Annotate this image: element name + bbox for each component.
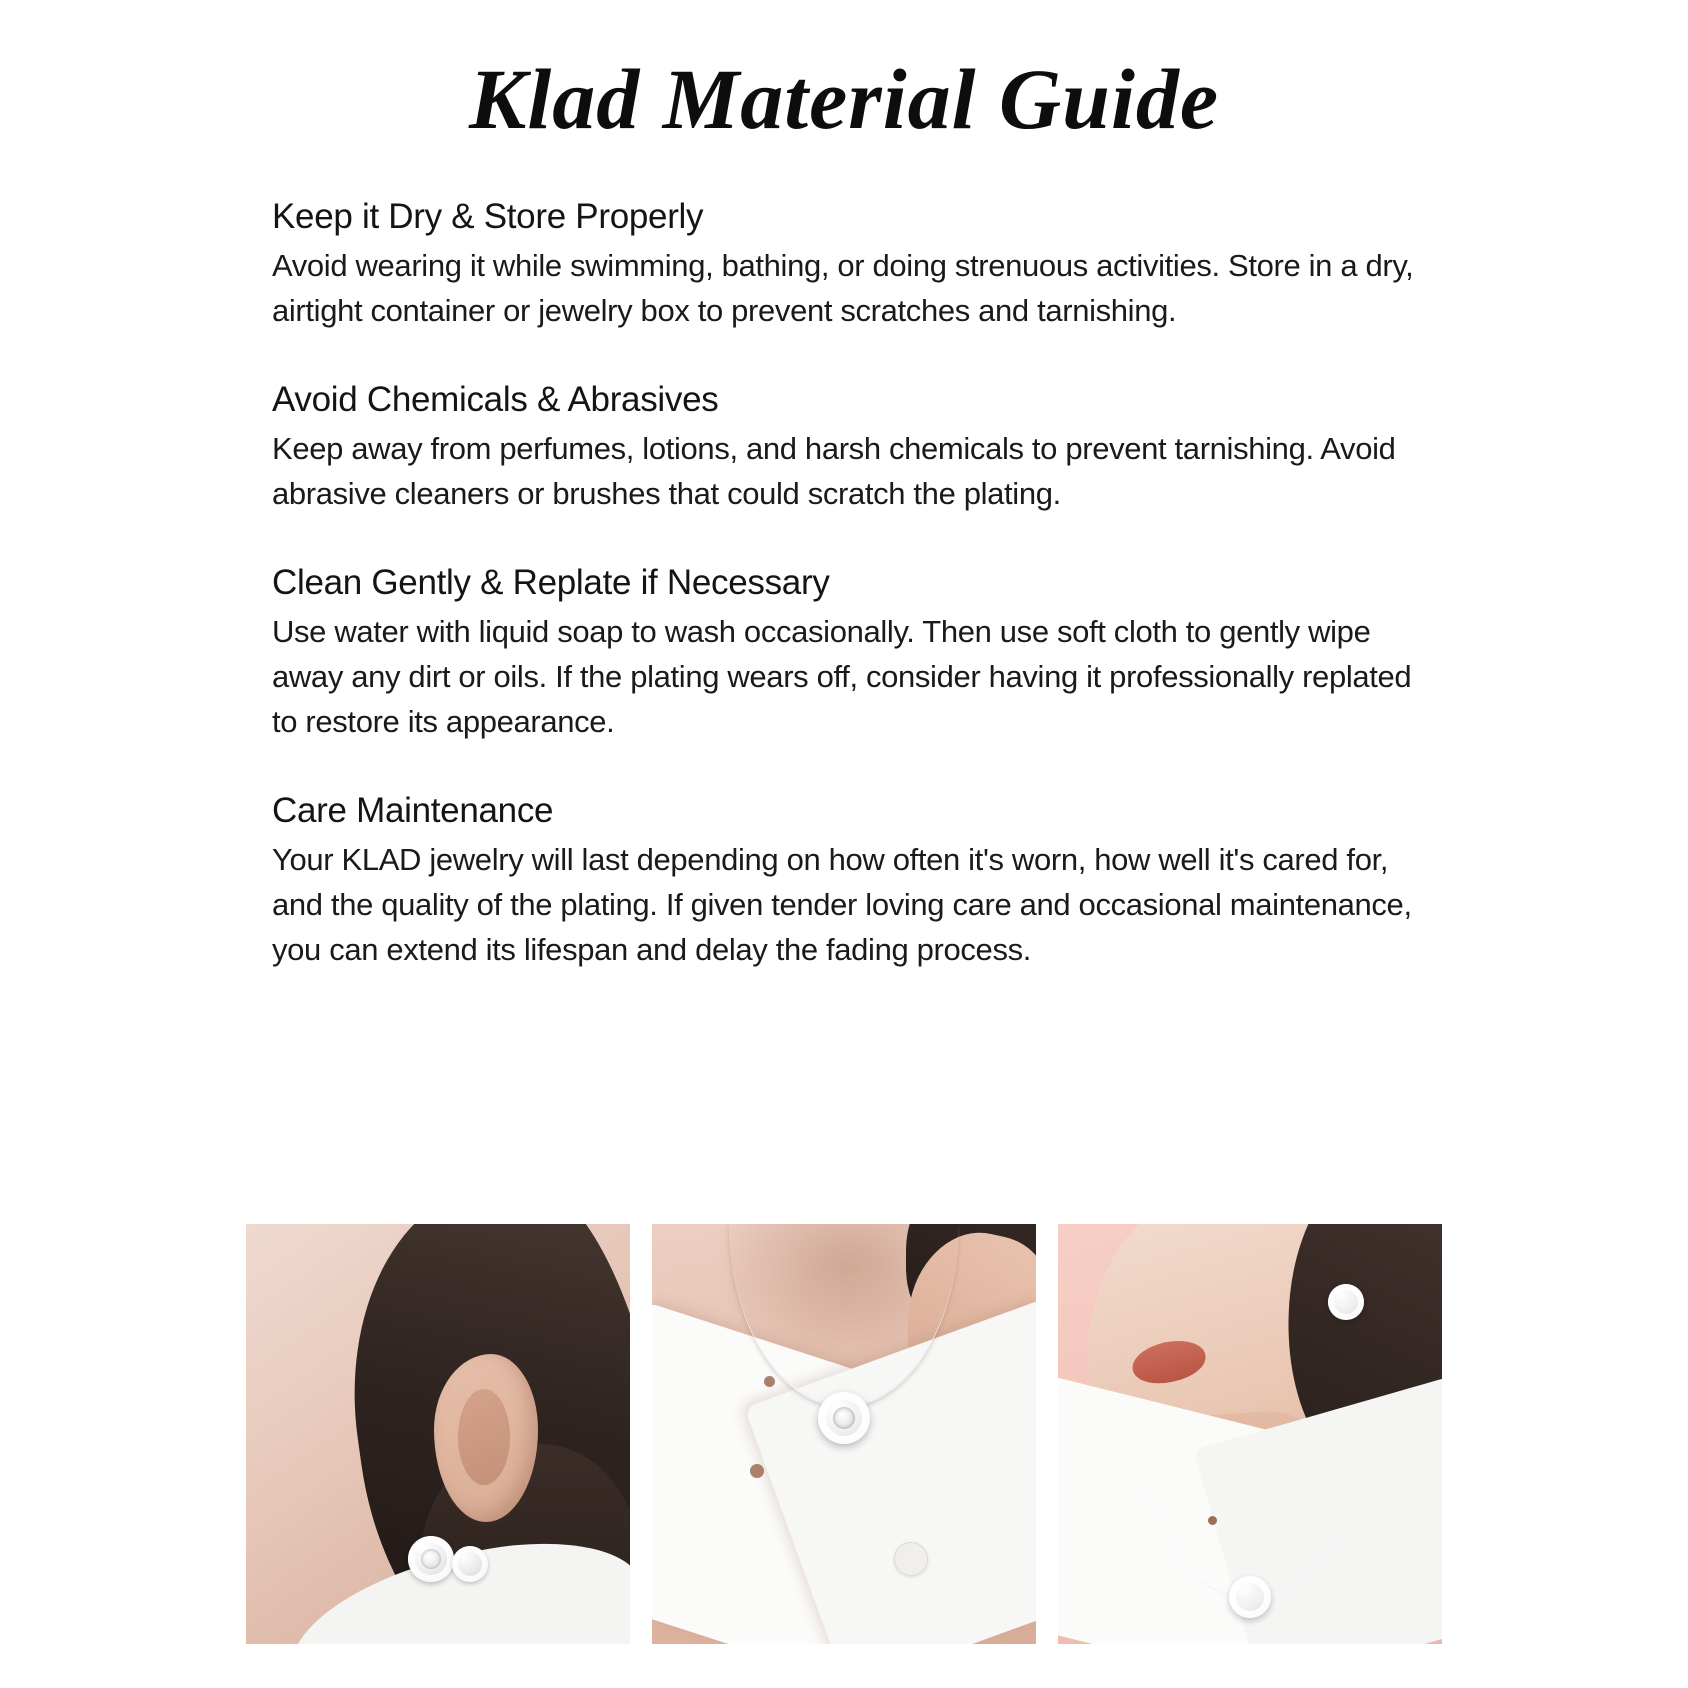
product-photo-gallery bbox=[0, 1224, 1688, 1644]
necklace-pendant bbox=[1229, 1576, 1271, 1618]
section-heading: Avoid Chemicals & Abrasives bbox=[272, 379, 719, 419]
stud-earring bbox=[1328, 1284, 1364, 1320]
section-keep-it-dry bbox=[272, 193, 1434, 334]
section-avoid-chemicals bbox=[272, 376, 1434, 517]
skin-mole bbox=[750, 1464, 764, 1478]
guide-sections bbox=[254, 193, 1434, 973]
photo-model-pink-backdrop bbox=[1058, 1224, 1442, 1644]
stud-earring-large bbox=[408, 1536, 454, 1582]
section-clean-gently bbox=[272, 559, 1434, 745]
shirt-button bbox=[894, 1542, 928, 1576]
section-body: Keep away from perfumes, lotions, and harsh chemicals to prevent tarnishing. Avoid abrasive cleaners or brushes that could scratch the plating. bbox=[272, 430, 1396, 511]
necklace-pendant bbox=[818, 1392, 870, 1444]
skin-mole bbox=[764, 1376, 775, 1387]
section-body: Avoid wearing it while swimming, bathing, or doing strenuous activities. Store in a dry, airtight container or jewelry box to prevent scratches and tarnishing. bbox=[272, 247, 1414, 328]
section-heading: Care Maintenance bbox=[272, 790, 554, 830]
section-heading: Keep it Dry & Store Properly bbox=[272, 196, 704, 236]
ear-inner-shape bbox=[458, 1389, 510, 1485]
section-care-maintenance bbox=[272, 787, 1434, 973]
photo-necklace-closeup bbox=[652, 1224, 1036, 1644]
stud-earring-small bbox=[452, 1546, 488, 1582]
page-title: Klad Material Guide bbox=[468, 51, 1220, 147]
section-body: Use water with liquid soap to wash occasionally. Then use soft cloth to gently wipe away any dirt or oils. If the plating wears off, consider having it professionally replated to restore its appearance. bbox=[272, 614, 1412, 739]
section-body: Your KLAD jewelry will last depending on how often it's worn, how well it's cared for, and the quality of the plating. If given tender loving care and occasional maintenance, you can extend its lifespan and delay the fading process. bbox=[272, 842, 1412, 968]
photo-earrings-closeup bbox=[246, 1224, 630, 1644]
section-heading: Clean Gently & Replate if Necessary bbox=[272, 562, 830, 602]
